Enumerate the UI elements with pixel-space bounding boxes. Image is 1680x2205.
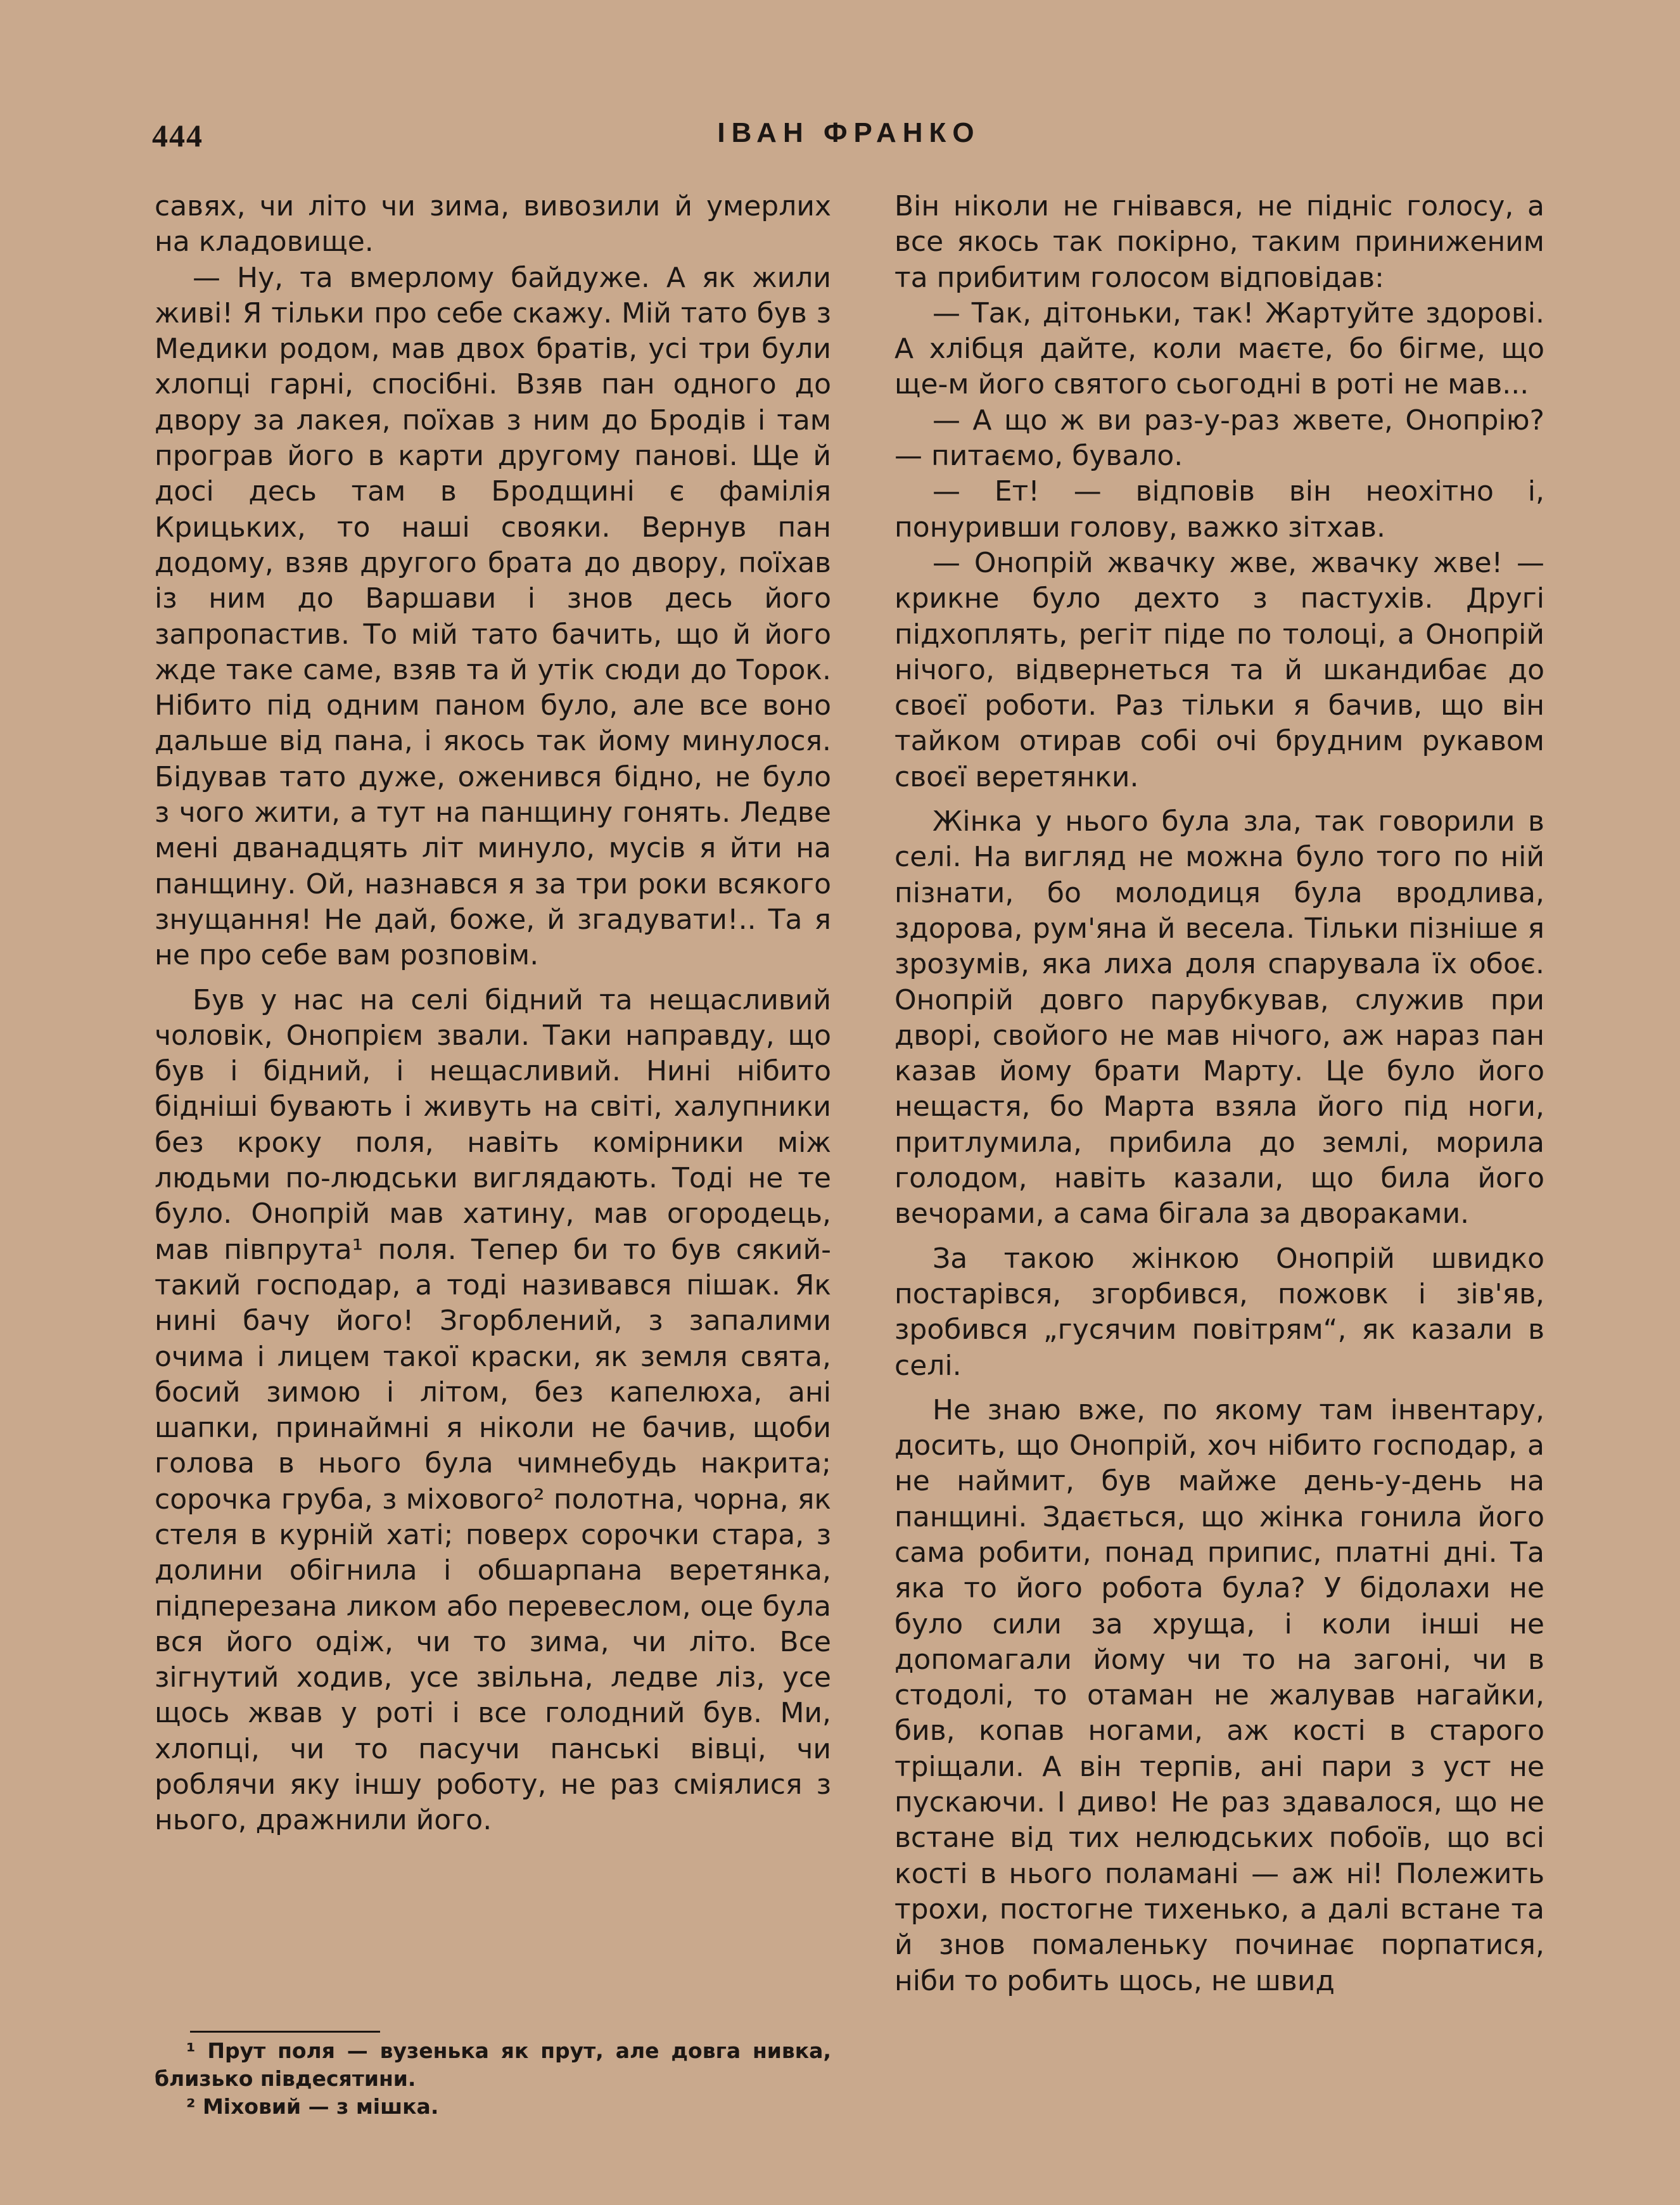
page-number: 444 — [152, 118, 203, 153]
footnote-divider — [190, 2031, 380, 2033]
footnote: ¹ Прут поля — вузенька як прут, але довга нивка, близько півдесятини. — [155, 2038, 831, 2091]
paragraph: Він ніколи не гнівався, не підніс голосу, а все якось так покірно, таким приниженим та прибитим голосом відповідав: — [894, 190, 1544, 294]
running-title: ІВАН ФРАНКО — [717, 117, 981, 148]
paragraph: — А що ж ви раз-у-раз жвете, Онопрію? — питаємо, бувало. — [894, 404, 1544, 473]
paragraph: Був у нас на селі бідний та нещасливий чоловік, Онопрієм звали. Таки направду, що був і бідний, і нещасливий. Нині нібито бідніші бувають і живуть на світі, халупники без кроку поля, навіть комірники між людьми по-людськи виглядають. Тоді не те було. Онопрій мав хатину, мав огородець, мав півпрута¹ поля. Тепер би то був сякий-такий господар, а тоді називався пішак. Як нині бачу його! Згорблений, з запалими очима і лицем такої краски, як земля свята, босий зимою і літом, без капелюха, ані шапки, принаймні я ніколи не бачив, щоби голова в нього була чимнебудь накрита; сорочка груба, з міхового² полотна, чорна, як стеля в курній хаті; поверх сорочки стара, з долини обігнила і обшарпана веретянка, підперезана ликом або перевеслом, оце була вся його одіж, чи то зима, чи літо. Все зігнутий ходив, усе звільна, ледве ліз, усе щось жвав у роті і все голодний був. Ми, хлопці, чи то пасучи панські вівці, чи роблячи яку іншу роботу, не раз сміялися з нього, дражнили його. — [155, 983, 831, 1837]
paragraph: За такою жінкою Онопрій швидко постарівся, згорбився, пожовк і зів'яв, зробився „гусячим повітрям“, як казали в селі. — [894, 1242, 1544, 1382]
paragraph: — Ну, та вмерлому байдуже. А як жили живі! Я тільки про себе скажу. Мій тато був з Медики родом, мав двох братів, усі три були хлопці гарні, спосібні. Взяв пан одного до двору за лакея, поїхав з ним до Бродів і там програв його в карти другому панові. Ще й досі десь там в Бродщині є фамілія Крицьких, то наші свояки. Вернув пан додому, взяв другого брата до двору, поїхав із ним до Варшави і знов десь його запропастив. То мій тато бачить, що й його жде таке саме, взяв та й утік сюди до Торок. Нібито під одним паном було, але все воно дальше від пана, і якось так йому минулося. Бідував тато дуже, оженився бідно, не було з чого жити, а тут на панщину гонять. Ледве мені дванадцять літ минуло, мусів я йти на панщину. Ой, назнався я за три роки всякого знущання! Не дай, боже, й згадувати!.. Та я не про себе вам розповім. — [155, 261, 831, 972]
paragraph: Жінка у нього була зла, так говорили в селі. На вигляд не можна було того по ній пізнати, бо молодиця була вродлива, здорова, рум'яна й весела. Тільки пізніше я зрозумів, яка лиха доля спарувала їх обоє. Онопрій довго парубкував, служив при дворі, свойого не мав нічого, аж нараз пан казав йому брати Марту. Це було його нещастя, бо Марта взяла його під ноги, притлумила, прибила до землі, морила голодом, навіть казали, що била його вечорами, а сама бігала за двораками. — [894, 805, 1544, 1230]
page-header — [152, 117, 1546, 162]
paragraph: савях, чи літо чи зима, вивозили й умерлих на кладовище. — [155, 190, 831, 259]
left-column — [155, 189, 831, 1839]
footnote: ² Міховий — з мішка. — [186, 2094, 439, 2119]
paragraph: — Ет! — відповів він неохітно і, понуривши голову, важко зітхав. — [894, 475, 1544, 544]
paragraph: — Так, дітоньки, так! Жартуйте здорові. А хлібця дайте, коли маєте, бо бігме, що ще-м його святого сьогодні в роті не мав... — [894, 297, 1544, 401]
paragraph: — Онопрій жвачку жве, жвачку жве! — крикне було дехто з пастухів. Другі підхоплять, регіт піде по толоці, а Онопрій нічого, відвернеться та й шкандибає до своєї роботи. Раз тільки я бачив, що він тайком отирав собі очі брудним рукавом своєї веретянки. — [894, 546, 1544, 793]
footnotes — [155, 2037, 831, 2121]
paragraph: Не знаю вже, по якому там інвентару, досить, що Онопрій, хоч нібито господар, а не наймит, був майже день-у-день на панщині. Здається, що жінка гонила його сама робити, понад припис, платні дні. Та яка то його робота була? У бідолахи не було сили за хруща, і коли інші не допомагали йому чи то на загоні, чи в стодолі, то отаман не жалував нагайки, бив, копав ногами, аж кості в старого тріщали. А він терпів, ані пари з уст не пускаючи. І диво! Не раз здавалося, що не встане від тих нелюдських побоїв, що всі кості в нього поламані — аж ні! Полежить трохи, постогне тихенько, а далі встане та й знов помаленьку починає порпатися, ніби то робить щось, не швид — [894, 1393, 1544, 1997]
right-column — [894, 189, 1544, 1999]
